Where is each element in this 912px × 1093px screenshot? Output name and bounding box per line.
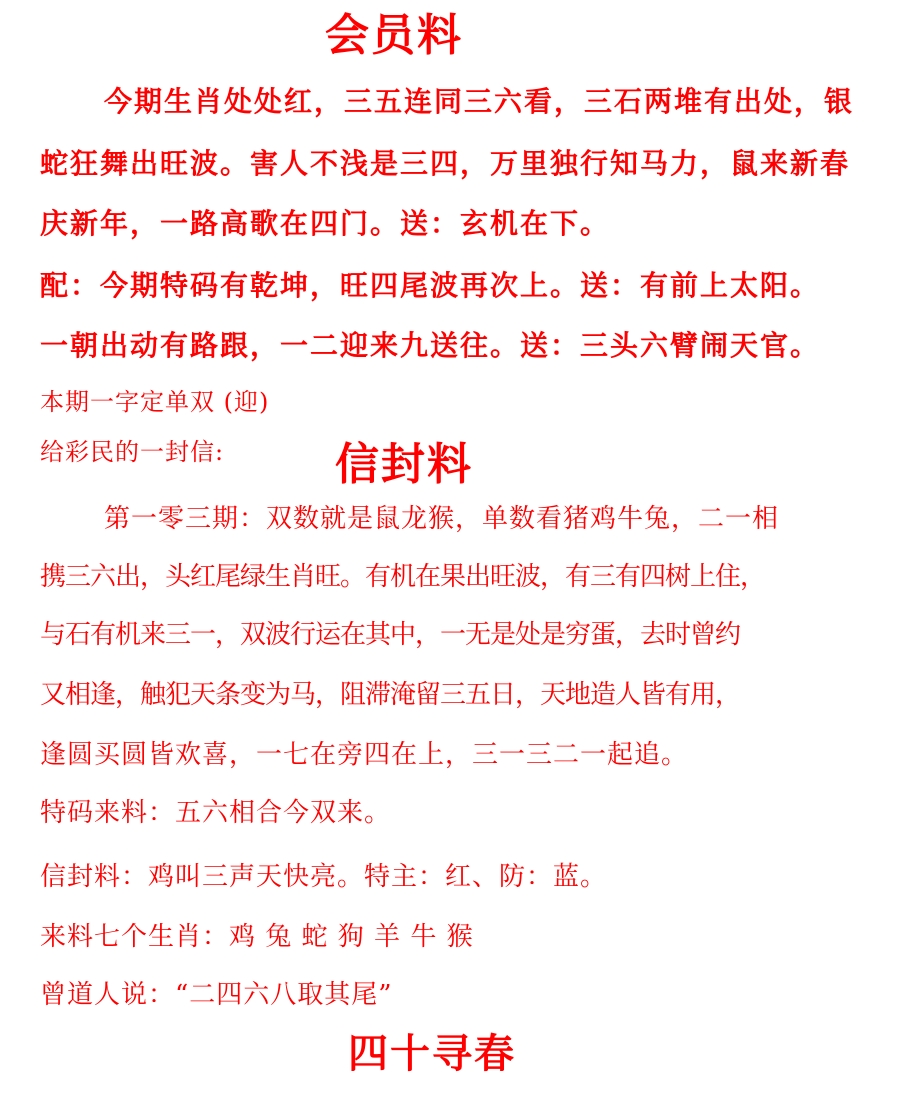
pei-line: 配：今期特码有乾坤，旺四尾波再次上。送：有前上太阳。 xyxy=(40,269,821,302)
member-title: 会员料 xyxy=(325,10,463,61)
member-paragraph-line-3: 庆新年，一路高歌在四门。送：玄机在下。 xyxy=(40,207,611,240)
envelope-title: 信封料 xyxy=(335,439,473,490)
member-paragraph-line-2: 蛇狂舞出旺波。害人不浅是三四，万里独行知马力，鼠来新春 xyxy=(40,147,851,180)
envelope-paragraph-line-3: 与石有机来三一，双波行运在其中，一无是处是穷蛋，去时曾约 xyxy=(40,620,741,650)
chao-line: 一朝出动有路跟，一二迎来九送往。送：三头六臂闹天官。 xyxy=(40,329,821,362)
footer-title: 四十寻春 xyxy=(348,1030,516,1077)
envelope-paragraph-line-2: 携三六出，头红尾绿生肖旺。有机在果出旺波，有三有四树上住， xyxy=(40,562,766,592)
envelope-paragraph-line-1: 第一零三期：双数就是鼠龙猴，单数看猪鸡牛兔，二一相 xyxy=(104,504,780,534)
zeng-line: 曾道人说：“二四六八取其尾” xyxy=(40,980,393,1010)
envelope-line: 信封料：鸡叫三声天快亮。特主：红、防：蓝。 xyxy=(40,862,608,892)
tema-line: 特码来料：五六相合今双来。 xyxy=(40,798,392,828)
member-paragraph-line-1: 今期生肖处处红，三五连同三六看，三石两堆有出处，银 xyxy=(104,85,855,118)
letter-intro: 给彩民的一封信: xyxy=(40,438,225,466)
envelope-paragraph-line-4: 又相逢，触犯天条变为马，阻滞淹留三五日，天地造人皆有用， xyxy=(40,680,741,710)
single-double-line: 本期一字定单双 (迎) xyxy=(40,388,270,416)
zodiac-line: 来料七个生肖：鸡 兔 蛇 狗 羊 牛 猴 xyxy=(40,922,474,952)
envelope-paragraph-line-5: 逢圆买圆皆欢喜，一七在旁四在上，三一三二一起追。 xyxy=(40,740,689,770)
